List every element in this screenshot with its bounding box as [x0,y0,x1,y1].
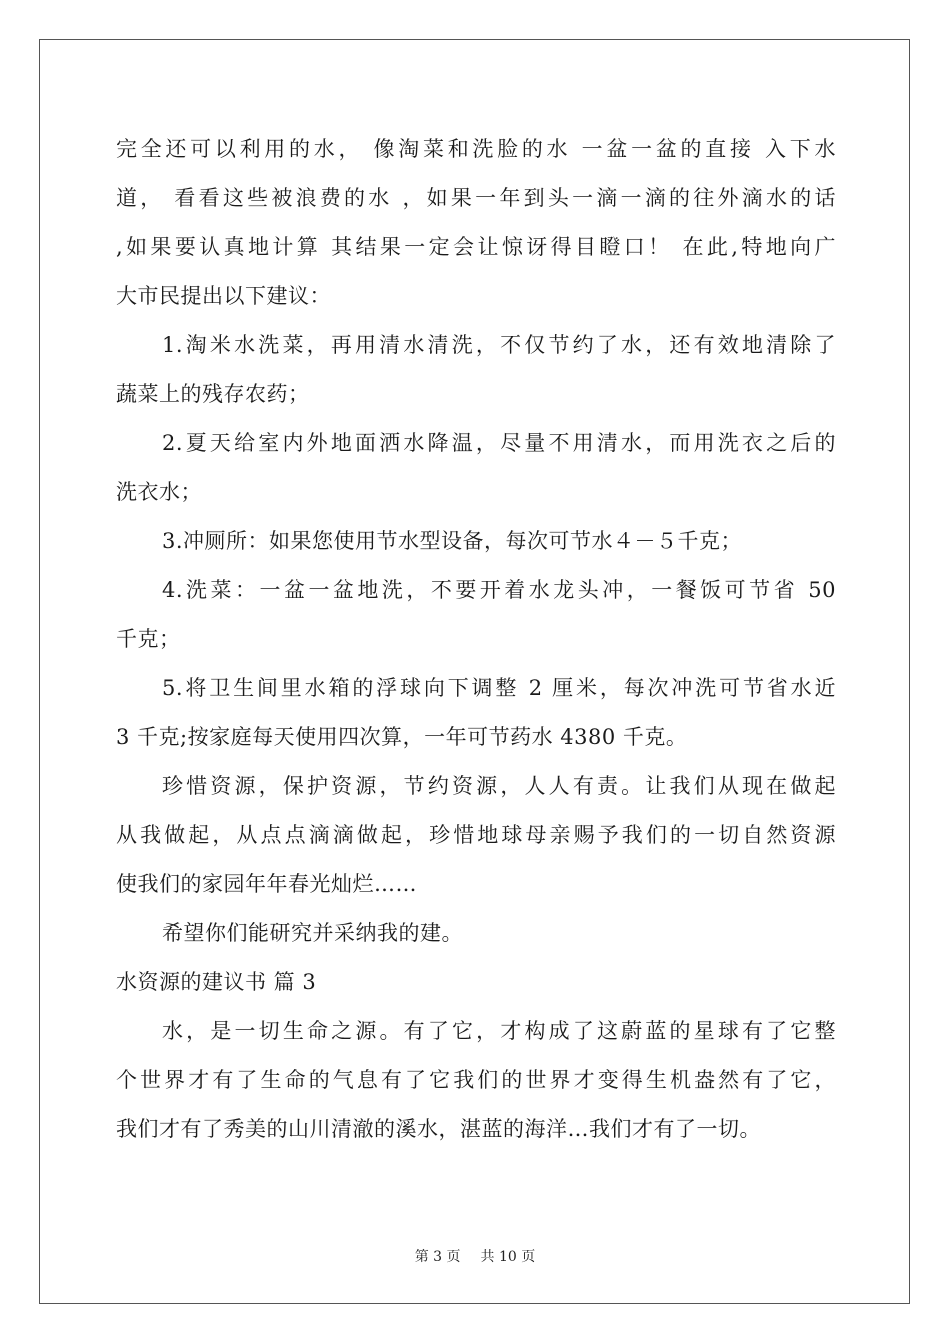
text-line: 3.冲厕所：如果您使用节水型设备，每次可节水４－５千克； [162,529,743,553]
text-line: 3 千克;按家庭每天使用四次算，一年可节药水 4380 千克。 [116,725,688,749]
text-line: 道， 看看这些被浪费的水 ，如果一年到头一滴一滴的往外滴水的话 [116,186,836,210]
text-line: 完全还可以利用的水， 像淘菜和洗脸的水 一盆一盆的直接 入下水 [116,137,836,161]
text-line: 水，是一切生命之源。有了它，才构成了这蔚蓝的星球有了它整 [162,1019,836,1043]
text-line: 个世界才有了生命的气息有了它我们的世界才变得生机盎然有了它， [116,1068,836,1092]
text-line: 珍惜资源，保护资源，节约资源，人人有责。让我们从现在做起 [162,774,836,798]
text-line: 使我们的家园年年春光灿烂…… [116,872,417,896]
section-heading: 水资源的建议书 篇 3 [116,970,317,994]
text-line: 5.将卫生间里水箱的浮球向下调整 2 厘米，每次冲洗可节省水近 [162,676,836,700]
text-line: 洗衣水； [116,480,202,504]
page-total: 共 10 页 [480,1249,536,1265]
text-line: 蔬菜上的残存农药； [116,382,310,406]
text-line: ,如果要认真地计算 其结果一定会让惊讶得目瞪口！ 在此,特地向广 [116,235,836,259]
text-line: 4.洗菜：一盆一盆地洗，不要开着水龙头冲，一餐饭可节省 50 [162,578,836,602]
text-line: 1.淘米水洗菜，再用清水清洗，不仅节约了水，还有效地清除了 [162,333,836,357]
document-body [116,130,836,1159]
text-line: 从我做起，从点点滴滴做起，珍惜地球母亲赐予我们的一切自然资源 [116,823,836,847]
text-line: 2.夏天给室内外地面洒水降温，尽量不用清水，而用洗衣之后的 [162,431,836,455]
page-number: 第 3 页 [414,1249,461,1265]
text-line: 我们才有了秀美的山川清澈的溪水，湛蓝的海洋…我们才有了一切。 [116,1117,761,1141]
text-line: 千克； [116,627,181,651]
page-footer [0,1246,950,1266]
text-line: 希望你们能研究并采纳我的建。 [162,921,463,945]
text-line: 大市民提出以下建议： [116,284,331,308]
